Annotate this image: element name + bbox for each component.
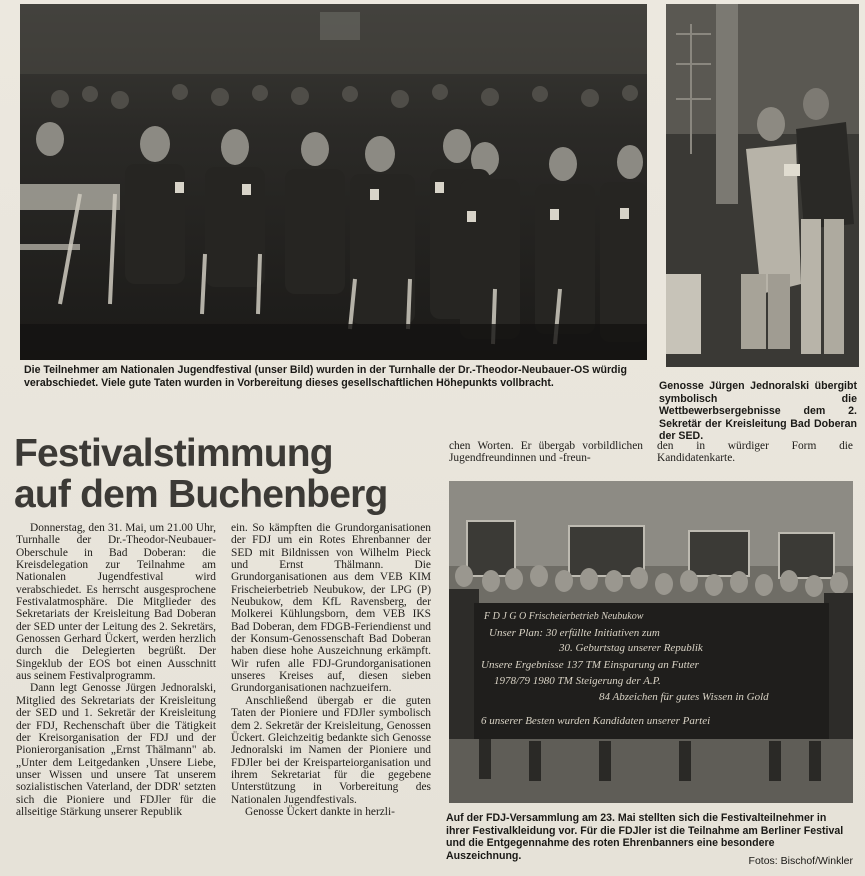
banner-line-3: 30. Geburtstag unserer Republik (559, 642, 703, 654)
paragraph: Anschließend übergab er die guten Taten der Pioniere und FDJler symbolisch dem 2. Sekretär der Kreisleitung, Genossen Ückert. Gleichzeitig bedankte sich Genosse Jednoralski im Namen der Pioniere und FDJler bei der Kreisparteiorganisation und ihrem Sekretariat für die gegebene Unterstützung in Vorbereitung des Nationalen Jugendfestivals. (231, 694, 431, 806)
paragraph: Genosse Ückert dankte in herzli- (245, 805, 395, 818)
banner-line-7: 6 unserer Besten wurden Kandidaten unserer Partei (481, 715, 711, 727)
photo-festival-participants (20, 4, 647, 360)
svg-text:F D J G O Frischeierbetrieb (483, 611, 644, 622)
headline (14, 433, 434, 515)
article-column-1 (16, 522, 216, 818)
banner-line-4: Unsere Ergebnisse 137 TM Einsparung an Futter (481, 659, 699, 671)
paragraph: ein. So kämpften die Grundorganisationen der FDJ um ein Rotes Ehrenbanner der SED mit Bildnissen von Wilhelm Pieck und Ernst Thälmann. Die Grundorganisationen aus dem VEB KIM Frischeierbetrieb Neubukow, der LPG (P) Neubukow, dem KfL Ravensberg, der Molkerei Kühlungsborn, dem VEB IKS Bad Doberan, dem FDGB-Feriendienst und der Konsum-Genossenschaft Bad Doberan haben diese hohe Auszeichnung erkämpft. Wir rufen alle FDJ-Grundorganisationen unseres Kreises auf, diesen sieben Grundorganisationen nachzueifern. (231, 522, 431, 695)
banner-line-2: Unser Plan: 30 erfüllte Initiativen zum (489, 627, 660, 639)
caption-top-right: Genosse Jürgen Jednoralski übergibt symbolisch die Wettbewerbsergebnisse dem 2. Sekretär der Kreisleitung Bad Doberan der SED. (659, 380, 857, 443)
headline-line-2: auf dem Buchenberg (14, 473, 388, 516)
paragraph: Dann legt Genosse Jürgen Jednoralski, Mitglied des Sekretariats der Kreisleitung der SED und 1. Sekretär der Kreisleitung der FDJ, Rechenschaft über die Tätigkeit der Kreisorganisation der FDJ und der Pionierorganisation „Ernst Thälmann" ab. „Unter dem Leitgedanken ‚Unsere Liebe, unser Wissen und unsere Tat unserem sozialistischen Vaterland, der DDR' setzten sich die Pioniere und FDJler für die allseitige Stärkung unserer Republik (16, 682, 216, 818)
headline-line-1: Festivalstimmung (14, 432, 333, 475)
banner-line-6: 84 Abzeichen für gutes Wissen in Gold (599, 691, 769, 703)
banner-line-5: 1978/79 1980 TM Steigerung der A.P. (494, 675, 661, 687)
photo-handover (666, 4, 859, 367)
article-column-3-top (449, 440, 643, 465)
banner-line-1: F D J G O Frischeierbetrieb Neubukow (484, 611, 644, 622)
caption-bottom: Auf der FDJ-Versammlung am 23. Mai stellten sich die Festivalteilnehmer in ihrer Festivalkleidung vor. Für die FDJler ist die Teilnahme am Berliner Festival und die Entgegennahme des roten Ehrenbanners eine besondere Auszeichnung. (446, 812, 844, 862)
svg-text:6 unserer Besten wurden Kandid (481, 715, 710, 727)
svg-text:84 Abzeichen für gutes Wissen (599, 691, 769, 703)
svg-text:Unser Plan: 30 erfüllte Initia (489, 627, 660, 639)
paragraph: den in würdiger Form die Kandidatenkarte. (657, 440, 853, 465)
article-column-2 (231, 522, 431, 818)
paragraph: Donnerstag, den 31. Mai, um 21.00 Uhr, Turnhalle der Dr.-Theodor-Neubauer-Oberschule in Bad Doberan: die Kreisdelegation zur Teilnahme am Nationalen Jugendfestival wird verabschiedet. Es herrscht ausgesprochene Festivalatmosphäre. Die Mitglieder des Sekretariats der Kreisleitung Bad Doberan der SED unter der Leitung des 2. Sekretärs, Genossen Gerhard Ückert, werden herzlich durch die Delegierten begrüßt. Der Singeklub der EOS bot einen Ausschnitt aus seinem Festivalprogramm. (16, 522, 216, 683)
article-column-4-top (657, 440, 853, 465)
photo-fdj-group-banner (449, 481, 853, 803)
paragraph: chen Worten. Er übergab vorbildlichen Jugendfreundinnen und -freun- (449, 440, 643, 465)
caption-top-left: Die Teilnehmer am Nationalen Jugendfestival (unser Bild) wurden in der Turnhalle der Dr.-Theodor-Neubauer-OS würdig verabschiedet. Viele gute Taten wurden in Vorbereitung dieses gesellschaftlichen Höhepunkts vollbracht. (24, 364, 627, 389)
svg-text:30. Geburtstag unserer Republi (558, 642, 704, 654)
svg-text:Unsere Ergebnisse 137 TM Einsp (481, 659, 700, 671)
photo-credit: Fotos: Bischof/Winkler (748, 855, 853, 867)
svg-text:1978/79 1980 TM Steiger (494, 675, 661, 687)
